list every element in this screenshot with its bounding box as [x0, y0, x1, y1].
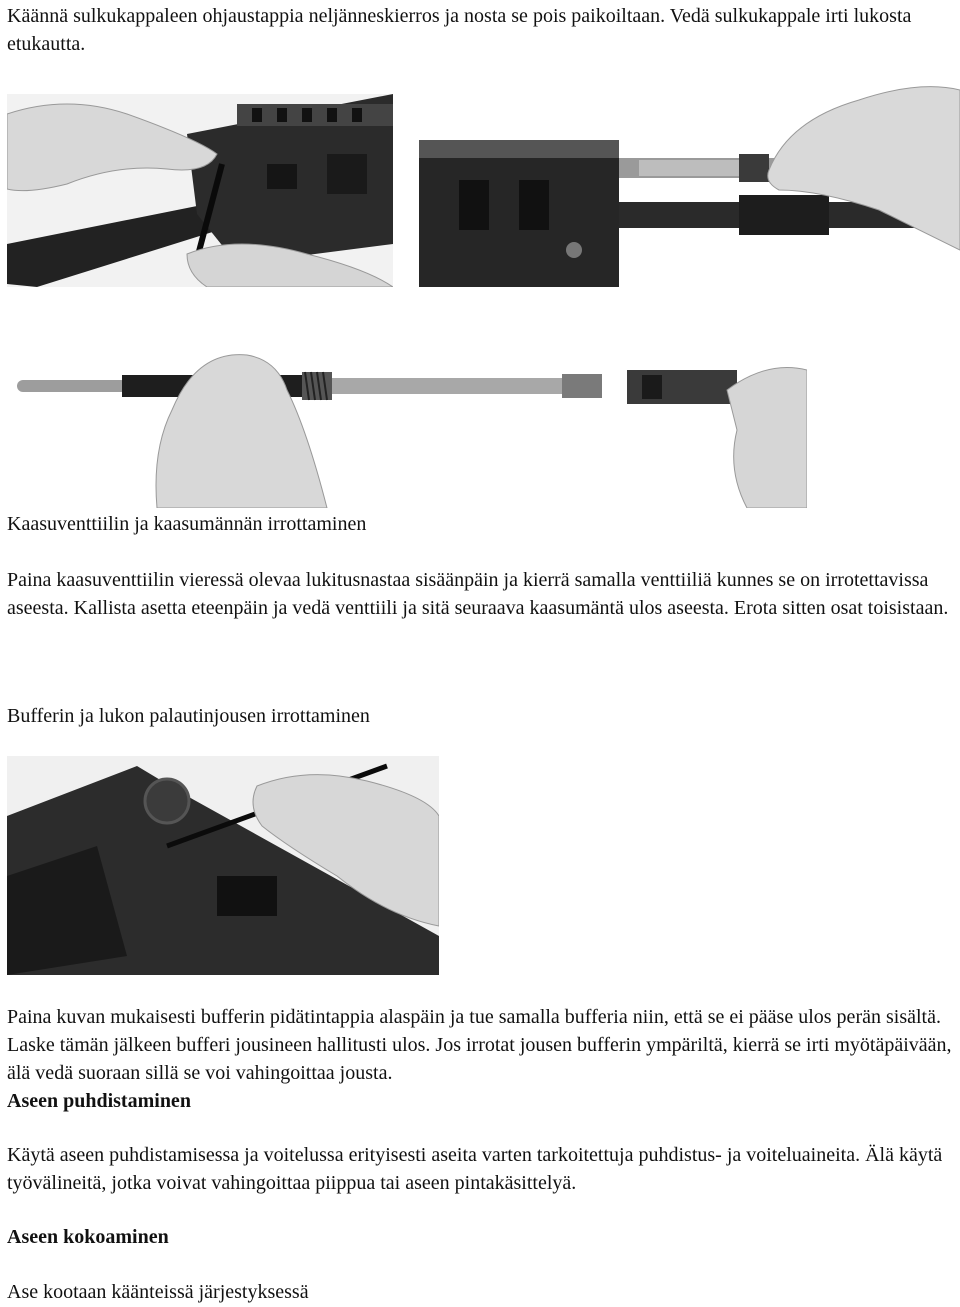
cleaning-section-heading: Aseen puhdistaminen	[7, 1090, 191, 1112]
assembly-section-body: Ase kootaan käänteissä järjestyksessä	[7, 1281, 309, 1303]
assembly-section-heading: Aseen kokoaminen	[7, 1226, 169, 1248]
photo-gas-block-pin	[7, 94, 393, 287]
photo-buffer-retainer	[7, 756, 439, 975]
buffer-section-heading: Bufferin ja lukon palautinjousen irrottaminen	[7, 705, 370, 727]
photo-gas-piston-parts	[7, 330, 807, 508]
cleaning-section-body: Käytä aseen puhdistamisessa ja voitelussa erityisesti aseita varten tarkoitettuja puhdistus- ja voiteluaineita. Älä käytä työvälineitä, jotka voivat vahingoittaa piippua tai aseen pintakäsittelyä.	[7, 1144, 943, 1194]
photo-gas-valve-removal	[419, 80, 960, 287]
gas-section-body: Paina kaasuventtiilin vieressä olevaa lukitusnastaa sisäänpäin ja kierrä samalla venttiiliä kunnes se on irrotettavissa aseesta. Kallista asetta eteenpäin ja vedä venttiili ja sitä seuraava kaasumäntä ulos aseesta. Erota sitten osat toisistaan.	[7, 569, 949, 619]
intro-text: Käännä sulkukappaleen ohjaustappia neljänneskierros ja nosta se pois paikoiltaan. Vedä sulkukappale irti lukosta etukautta.	[7, 5, 912, 55]
buffer-section-body: Paina kuvan mukaisesti bufferin pidätintappia alaspäin ja tue samalla bufferia niin, että se ei pääse ulos perän sisältä. Laske tämän jälkeen bufferi jousineen hallitusti ulos. Jos irrotat jousen bufferin ympäriltä, kierrä se irti myötäpäivään, älä vedä suoraan sillä se voi vahingoittaa jousta.	[7, 1006, 952, 1084]
gas-section-heading: Kaasuventtiilin ja kaasumännän irrottaminen	[7, 513, 367, 535]
